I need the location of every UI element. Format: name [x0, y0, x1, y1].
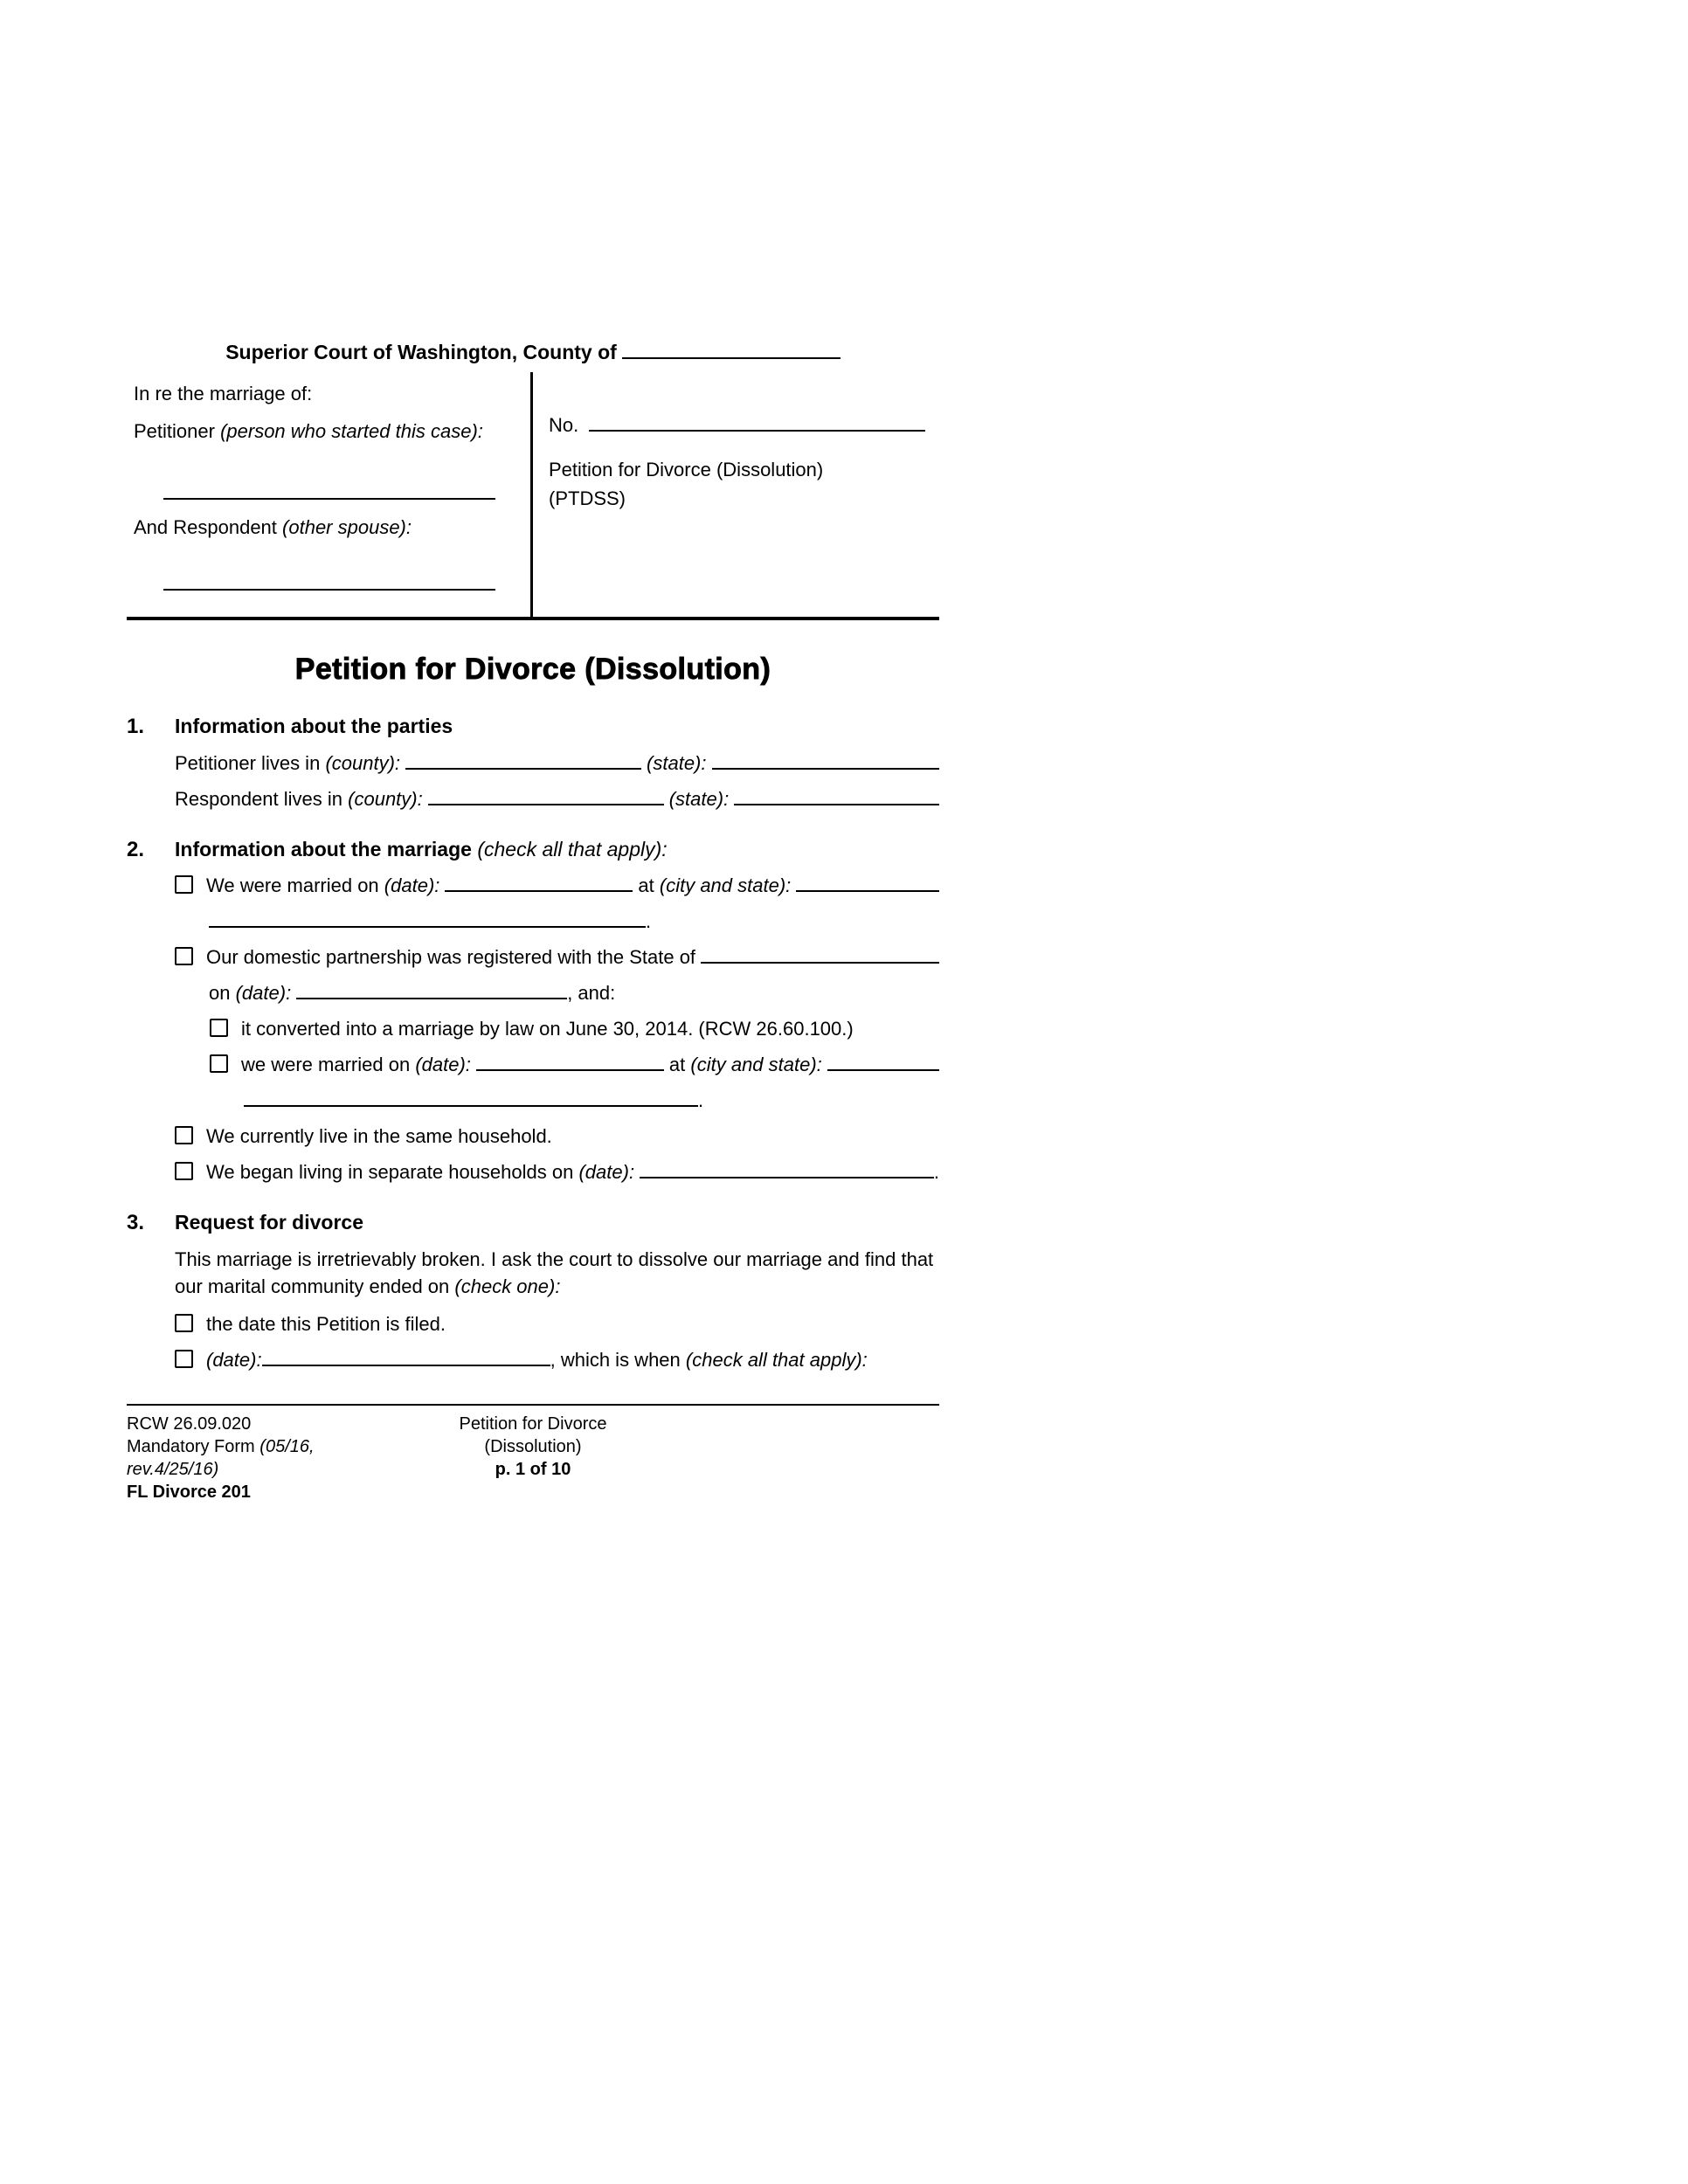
- partnership-date-blank[interactable]: [296, 980, 567, 999]
- date-label: (date):: [235, 982, 292, 1005]
- on-label: on: [209, 982, 231, 1005]
- item-same-household: [175, 1123, 939, 1149]
- section-1: [127, 713, 939, 821]
- item-specific-end-date: [175, 1347, 939, 1372]
- check-one-hint: (check one):: [454, 1275, 561, 1297]
- footer-left: [127, 1413, 398, 1503]
- state-label: (state):: [668, 787, 730, 810]
- sub-married-on-label: we were married on: [241, 1054, 411, 1076]
- section-2-number: 2.: [127, 837, 145, 861]
- in-re-line: In re the marriage of:: [134, 383, 313, 405]
- married-city-state-blank[interactable]: [796, 873, 939, 892]
- respondent-lives-label: Respondent lives in: [175, 787, 343, 810]
- city-state-label: (city and state):: [659, 874, 792, 897]
- item-date-petition-filed: [175, 1311, 939, 1337]
- item-we-were-married: [175, 873, 939, 934]
- at-label: at: [668, 1054, 686, 1076]
- period: .: [698, 1089, 704, 1112]
- footer-rcw: RCW 26.09.020: [127, 1413, 252, 1434]
- converted-to-marriage-checkbox[interactable]: [210, 1019, 228, 1037]
- period: .: [933, 1161, 939, 1184]
- respondent-name-blank[interactable]: [163, 571, 495, 591]
- case-number-label: No.: [549, 414, 579, 437]
- date-label: (date):: [206, 1348, 262, 1371]
- section-1-number: 1.: [127, 715, 145, 739]
- section-2-heading-text: Information about the marriage: [175, 837, 472, 860]
- caption-bottom-rule: [127, 617, 939, 620]
- item-converted-to-marriage: [210, 1016, 939, 1041]
- doc-subtype-line: (PTDSS): [549, 487, 626, 510]
- married-on-label: We were married on: [206, 874, 379, 897]
- sub-married-continuation: [244, 1088, 939, 1113]
- married-city-state-cont-blank[interactable]: [209, 909, 646, 928]
- page-footer: [127, 1404, 939, 1503]
- separate-date-blank[interactable]: [640, 1159, 934, 1178]
- married-date-blank[interactable]: [445, 873, 633, 892]
- we-were-married-checkbox[interactable]: [175, 875, 193, 894]
- section-3-heading: Request for divorce: [175, 1211, 363, 1234]
- case-number-line: [549, 412, 939, 438]
- footer-doc-title: Petition for Divorce: [459, 1413, 607, 1434]
- caption-case-cell: [530, 372, 939, 616]
- petitioner-residence-row: [175, 750, 939, 776]
- section-3-number: 3.: [127, 1211, 145, 1235]
- sub-married-city-state-blank[interactable]: [827, 1052, 939, 1071]
- case-caption: [127, 372, 939, 616]
- section-2: [127, 836, 939, 1196]
- partnership-label: Our domestic partnership was registered with the State of: [206, 946, 696, 969]
- petitioner-name-blank[interactable]: [163, 480, 495, 500]
- city-state-label: (city and state):: [690, 1054, 822, 1076]
- item-domestic-partnership: [175, 944, 939, 1113]
- petition-filed-date-checkbox[interactable]: [175, 1314, 193, 1332]
- same-household-label: We currently live in the same household.: [206, 1125, 552, 1148]
- and-label: , and:: [567, 982, 616, 1005]
- form-content: [127, 339, 939, 1503]
- petitioner-line: [134, 418, 504, 444]
- footer-mandatory-line: [127, 1435, 398, 1481]
- footer-mandatory-label: Mandatory Form: [127, 1436, 255, 1456]
- respondent-county-blank[interactable]: [428, 786, 664, 805]
- footer-doc-subtitle: (Dissolution): [484, 1436, 582, 1456]
- case-number-blank[interactable]: [589, 412, 925, 432]
- request-for-divorce-paragraph: [175, 1247, 939, 1299]
- converted-label: it converted into a marriage by law on June 30, 2014. (RCW 26.60.100.): [241, 1018, 854, 1040]
- footer-center: [398, 1413, 668, 1503]
- state-label: (state):: [647, 751, 707, 774]
- doc-type-line: Petition for Divorce (Dissolution): [549, 459, 824, 481]
- county-label: (county):: [348, 787, 423, 810]
- paragraph-line-1: This marriage is irretrievably broken. I ask the court to dissolve our marriage and find that: [175, 1248, 934, 1270]
- at-label: at: [638, 874, 654, 897]
- court-title-line: [127, 339, 939, 365]
- footer-right-spacer: [668, 1413, 939, 1503]
- section-2-heading-hint: (check all that apply):: [477, 837, 668, 860]
- respondent-state-blank[interactable]: [734, 786, 939, 805]
- caption-parties-cell: [127, 372, 530, 616]
- partnership-date-line: [209, 980, 939, 1006]
- petitioner-name-row: [163, 480, 504, 506]
- date-label: (date):: [578, 1161, 635, 1184]
- check-all-hint: (check all that apply):: [685, 1348, 868, 1371]
- petition-filed-label: the date this Petition is filed.: [206, 1312, 446, 1335]
- respondent-hint: (other spouse):: [282, 516, 412, 539]
- date-label: (date):: [415, 1054, 471, 1076]
- item-partnership-married: [210, 1052, 939, 1113]
- section-1-heading: Information about the parties: [175, 715, 453, 738]
- partnership-married-checkbox[interactable]: [210, 1054, 228, 1073]
- petitioner-lives-label: Petitioner lives in: [175, 751, 321, 774]
- document-title: Petition for Divorce (Dissolution): [294, 652, 771, 686]
- same-household-checkbox[interactable]: [175, 1126, 193, 1144]
- partnership-state-blank[interactable]: [701, 944, 939, 964]
- paragraph-line-2-text: our marital community ended on: [175, 1275, 450, 1297]
- respondent-residence-row: [175, 786, 939, 812]
- petitioner-county-blank[interactable]: [405, 750, 641, 770]
- respondent-line: [134, 515, 504, 540]
- petitioner-state-blank[interactable]: [712, 750, 940, 770]
- separate-households-checkbox[interactable]: [175, 1162, 193, 1180]
- date-label: (date):: [384, 874, 440, 897]
- item-separate-households: [175, 1159, 939, 1185]
- marital-end-date-blank[interactable]: [262, 1347, 550, 1366]
- court-title: Superior Court of Washington, County of: [225, 341, 617, 363]
- domestic-partnership-checkbox[interactable]: [175, 947, 193, 965]
- footer-revision: (05/16, rev.4/25/16): [127, 1436, 315, 1479]
- petitioner-hint: (person who started this case):: [220, 420, 483, 443]
- which-is-when-label: , which is when: [550, 1348, 681, 1371]
- separate-label: We began living in separate households on: [206, 1161, 574, 1184]
- sub-married-date-blank[interactable]: [476, 1052, 664, 1071]
- respondent-name-row: [163, 571, 504, 597]
- respondent-label: And Respondent: [134, 516, 277, 539]
- period: .: [646, 910, 652, 933]
- petitioner-label: Petitioner: [134, 420, 215, 443]
- married-city-state-continuation: [209, 909, 939, 934]
- footer-page-number: p. 1 of 10: [495, 1459, 571, 1479]
- section-3: [127, 1209, 939, 1382]
- county-name-blank[interactable]: [622, 339, 841, 359]
- section-2-heading: [175, 836, 939, 862]
- paragraph-line-2: [175, 1274, 939, 1299]
- footer-form-id: FL Divorce 201: [127, 1482, 251, 1502]
- specific-date-checkbox[interactable]: [175, 1350, 193, 1368]
- sub-married-city-state-cont-blank[interactable]: [244, 1088, 698, 1107]
- county-label: (county):: [325, 751, 401, 774]
